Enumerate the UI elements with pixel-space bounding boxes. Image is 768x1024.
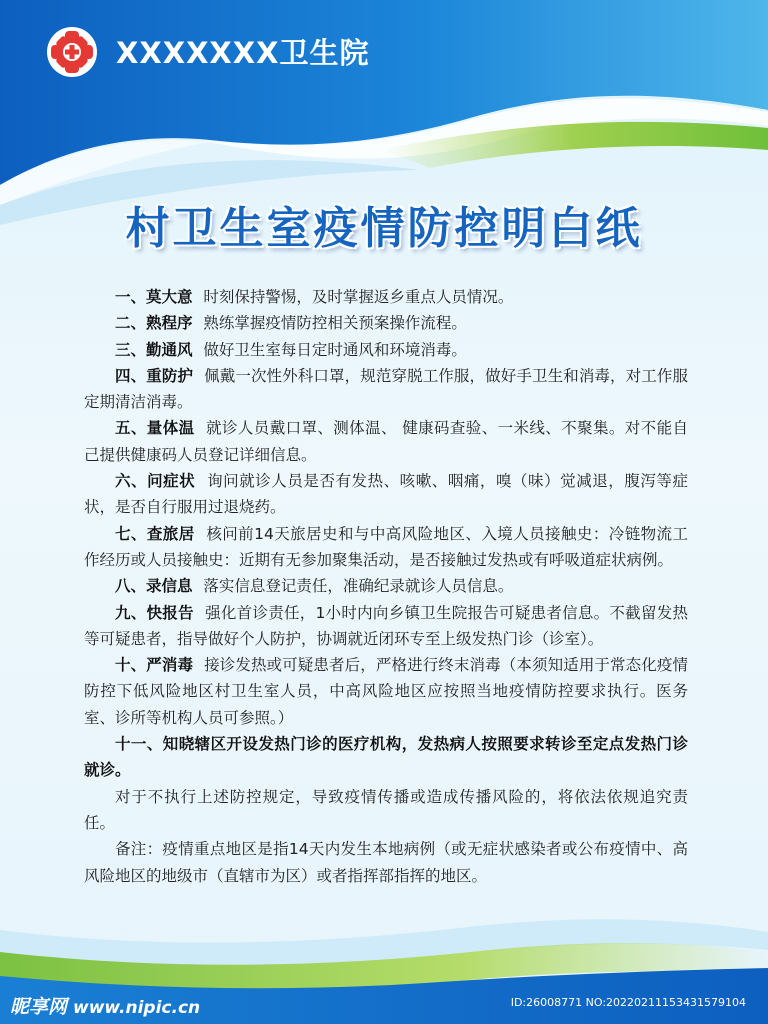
- watermark-id: ID:26008771 NO:20220211153431579104: [510, 996, 746, 1009]
- section-text: 落实信息登记责任，准确纪录就诊人员信息。: [203, 577, 514, 596]
- section-key: 二、熟程序: [115, 314, 193, 333]
- watermark-brand-name: 昵享网: [10, 996, 68, 1018]
- section-text: 就诊人员戴口罩、测体温、 健康码查验、一米线、不聚集。对不能自己提供健康码人员登记详细信息。: [84, 419, 688, 464]
- notice-content: [84, 284, 688, 889]
- section-text: 询问就诊人员是否有发热、咳嗽、咽痛，嗅（味）觉减退，腹泻等症状，是否自行服用过退烧药。: [84, 472, 688, 517]
- section-text: 强化首诊责任，1小时内向乡镇卫生院报告可疑患者信息。不截留发热等可疑患者，指导做好个人防护，协调就近闭环专至上级发热门诊（诊室）。: [84, 603, 688, 648]
- section-key: 五、量体温: [115, 419, 195, 438]
- section-10: [84, 652, 688, 731]
- section-text: 接诊发热或可疑患者后，严格进行终末消毒（本须知适用于常态化疫情防控下低风险地区村卫生室人员，中高风险地区应按照当地疫情防控要求执行。医务室、诊所等机构人员可参照。）: [84, 656, 688, 727]
- section-key: 七、查旅居: [115, 524, 195, 543]
- section-key: 八、录信息: [115, 577, 193, 596]
- watermark-site: www.nipic.cn: [73, 998, 201, 1018]
- section-6: [84, 468, 688, 521]
- closing-statement: 对于不执行上述防控规定，导致疫情传播或造成传播风险的，将依法依规追究责任。: [84, 787, 688, 832]
- section-3: [84, 337, 688, 363]
- poster-title: 村卫生室疫情防控明白纸: [125, 203, 643, 254]
- section-5: [84, 415, 688, 468]
- section-text: 核问前14天旅居史和与中高风险地区、入境人员接触史：冷链物流工作经历或人员接触史：近期有无参加聚集活动，是否接触过发热或有呼吸道症状病例。: [84, 524, 688, 569]
- section-9: [84, 600, 688, 653]
- section-key: 十、严消毒: [115, 656, 194, 675]
- section-1: [84, 284, 688, 310]
- section-7: [84, 521, 688, 574]
- section-2: [84, 310, 688, 336]
- section-4: [84, 363, 688, 416]
- hospital-name: XXXXXXX卫生院: [116, 36, 370, 70]
- remark-note: 备注：疫情重点地区是指14天内发生本地病例（或无症状感染者或公布疫情中、高风险地区的地级市（直辖市为区）或者指挥部指挥的地区。: [84, 840, 688, 885]
- section-text: 做好卫生室每日定时通风和环境消毒。: [203, 340, 467, 359]
- section-key: 九、快报告: [115, 603, 194, 622]
- section-key: 四、重防护: [115, 366, 194, 385]
- section-text: 熟练掌握疫情防控相关预案操作流程。: [203, 314, 467, 333]
- section-text: 时刻保持警惕，及时掌握返乡重点人员情况。: [203, 288, 514, 306]
- red-cross-emblem-icon: [46, 26, 98, 78]
- section-11: 十一、知晓辖区开设发热门诊的医疗机构，发热病人按照要求转诊至定点发热门诊就诊。: [84, 735, 688, 780]
- section-key: 三、勤通风: [115, 340, 193, 359]
- section-key: 一、莫大意: [115, 288, 193, 306]
- section-key: 六、问症状: [115, 472, 196, 491]
- section-8: [84, 573, 688, 599]
- section-text: 佩戴一次性外科口罩，规范穿脱工作服，做好手卫生和消毒，对工作服定期清洁消毒。: [84, 366, 688, 412]
- watermark-brand: [10, 992, 200, 1019]
